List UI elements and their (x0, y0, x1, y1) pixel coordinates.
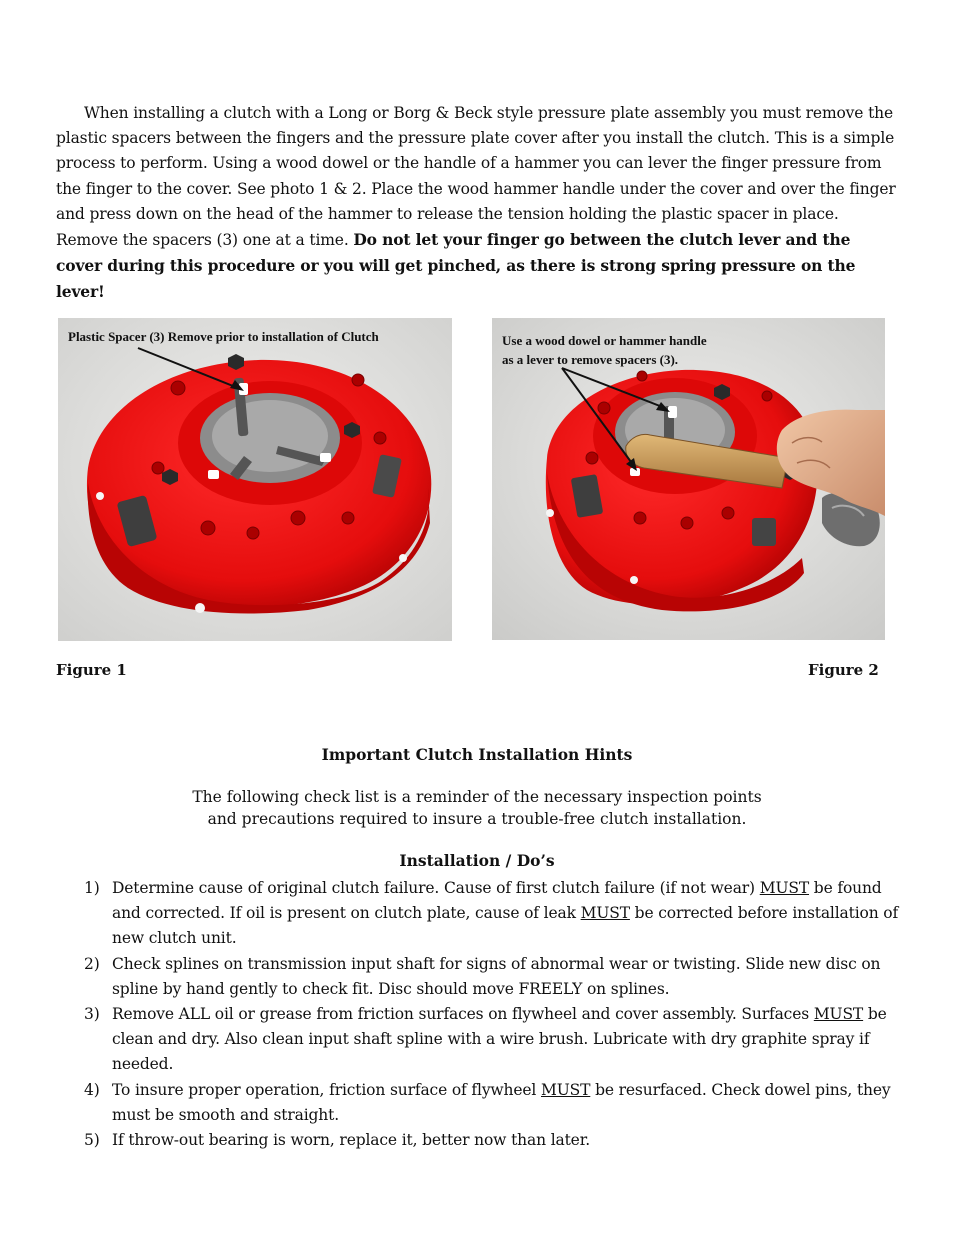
list-item (84, 1002, 904, 1078)
emphasis-must: MUST (541, 1080, 591, 1099)
intro-text: When installing a clutch with a Long or Borg & Beck style pressure plate assembly you must remove the plastic spacers between the fingers and the pressure plate cover after you install the clutch. This is a simple process to perform. Using a wood dowel or the handle of a hammer you can lever the finger pressure from the finger to the cover. See photo 1 & 2. Place the wood hammer handle under the cover and over the finger and press down on the head of the hammer to release the tension holding the plastic spacer in place. Remove the spacers (3) one at a time. (56, 104, 896, 250)
intro-warning: Do not let your finger go between the clutch lever and the cover during this procedure or you will get pinched, as there is strong spring pressure on the lever! (56, 230, 856, 302)
list-item-number: 5) (84, 1131, 100, 1150)
figure-1-annotation: Plastic Spacer (3) Remove prior to installation of Clutch (68, 329, 379, 344)
hints-heading: Important Clutch Installation Hints (321, 745, 633, 764)
list-item-text: Check splines on transmission input shaft for signs of abnormal wear or twisting. Slide new disc on spline by hand gently to check fit. Disc should move FREELY on splines. (112, 954, 881, 998)
list-item (84, 1128, 904, 1153)
emphasis-must: MUST (813, 1005, 864, 1024)
figure-2-photo (492, 318, 885, 640)
list-item (84, 952, 904, 1002)
intro-paragraph (56, 101, 898, 306)
hints-subtitle-line-1: The following check list is a reminder of the necessary inspection points (192, 788, 762, 806)
list-item-text: If throw-out bearing is worn, replace it, better now than later. (112, 1131, 591, 1150)
figure-1-photo (58, 318, 452, 641)
emphasis-must: MUST (580, 904, 630, 923)
list-item (84, 1078, 904, 1128)
hints-subtitle (0, 786, 954, 830)
emphasis-must: MUST (759, 879, 810, 897)
figure-2-caption: Figure 2 (808, 661, 879, 679)
list-item-number: 3) (84, 1005, 100, 1024)
list-item-text: be found and corrected. If oil is present on clutch plate, cause of leak (112, 879, 882, 923)
list-item-text: Remove ALL oil or grease from friction surfaces on flywheel and cover assembly. Surfaces (112, 1005, 814, 1024)
list-item-text: Determine cause of original clutch failure. Cause of first clutch failure (if not wear) (112, 879, 760, 897)
list-item-number: 2) (84, 954, 100, 973)
hints-subtitle-line-2: and precautions required to insure a trouble-free clutch installation. (207, 810, 747, 828)
figure-2-annotation-line-2: as a lever to remove spacers (3). (502, 352, 679, 367)
figure-2-annotation-line-1: Use a wood dowel or hammer handle (502, 333, 707, 348)
list-item-number: 4) (84, 1080, 100, 1099)
list-item-text: be clean and dry. Also clean input shaft spline with a wire brush. Lubricate with dry graphite spray if needed. (112, 1005, 887, 1074)
list-item (84, 876, 904, 952)
list-item-text: To insure proper operation, friction surface of flywheel (112, 1080, 541, 1099)
list-item-text: be corrected before installation of new clutch unit. (112, 904, 899, 948)
dos-list (84, 876, 904, 1153)
list-item-number: 1) (84, 879, 100, 897)
list-item-text: be resurfaced. Check dowel pins, they must be smooth and straight. (112, 1080, 891, 1124)
figure-1-caption: Figure 1 (56, 661, 127, 679)
dos-heading: Installation / Do’s (399, 851, 555, 870)
